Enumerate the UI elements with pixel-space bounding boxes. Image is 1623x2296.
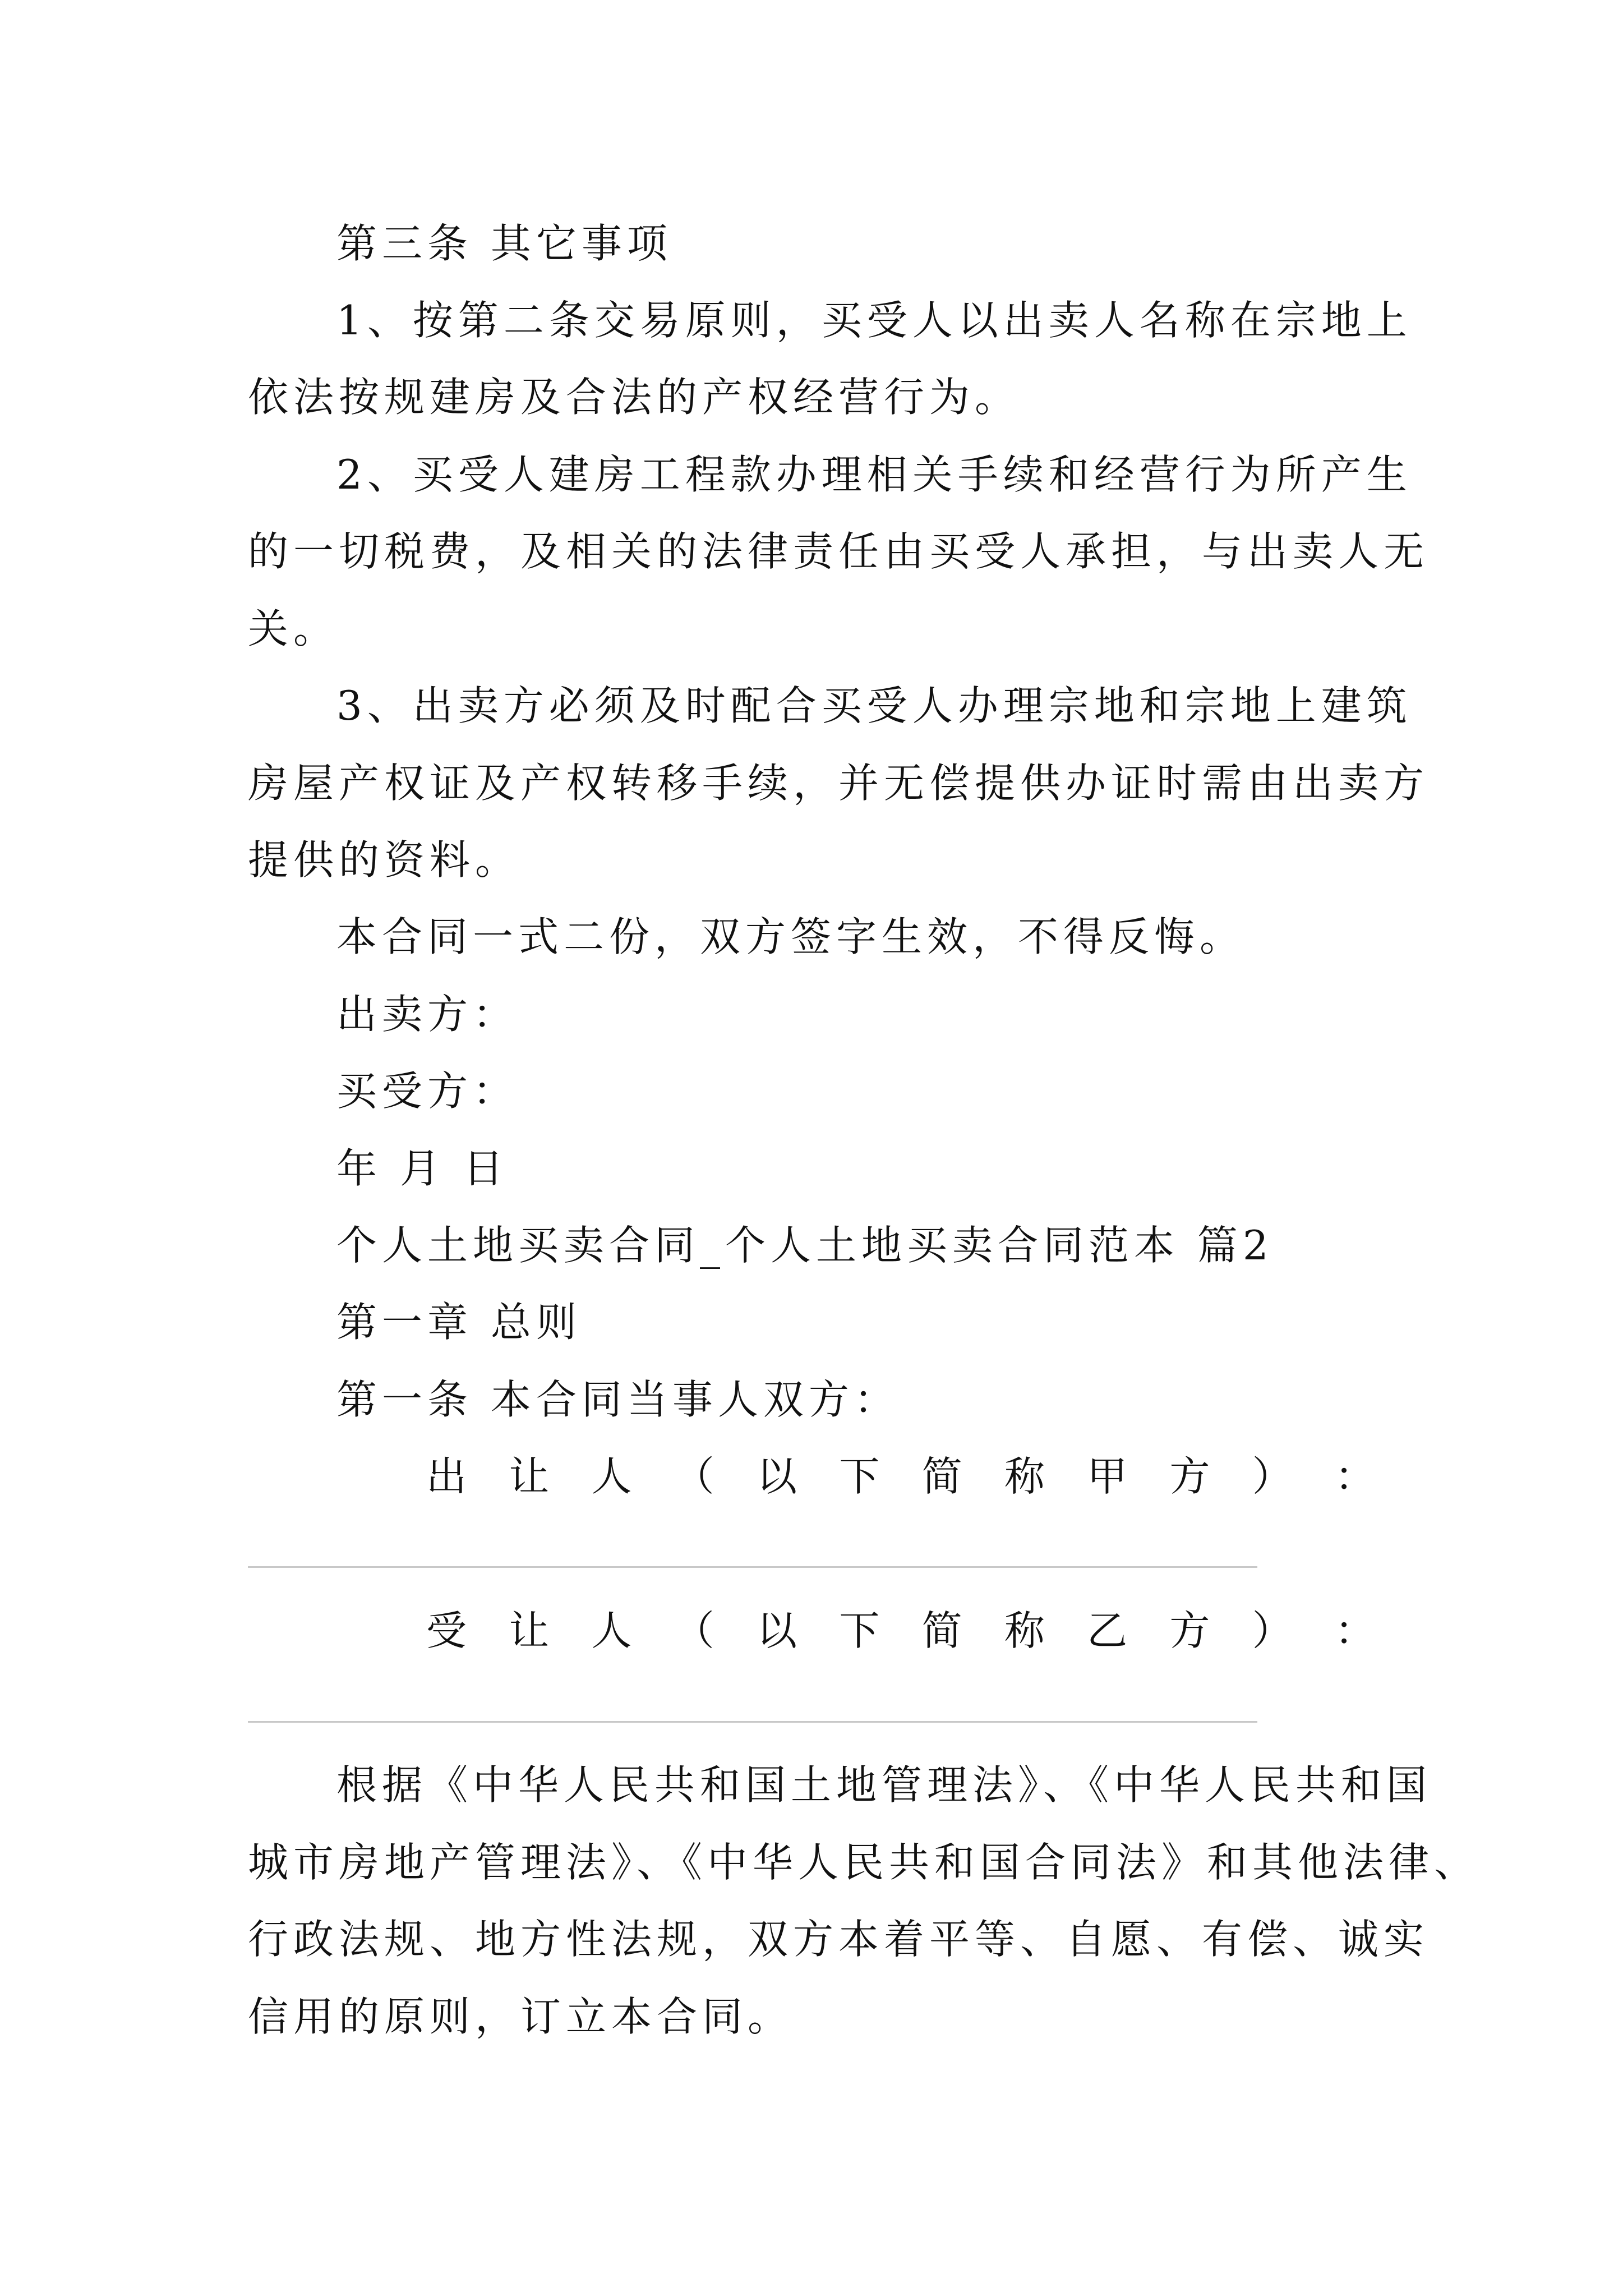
transferee-blank-line [248,1721,1257,1723]
paragraph-line: 行政法规、地方性法规，双方本着平等、自愿、有偿、诚实 [248,1916,1430,1963]
article-3-heading: 第三条 其它事项 [336,220,672,267]
paragraph-line: 3、出卖方必须及时配合买受人办理宗地和宗地上建筑 [336,682,1412,729]
transferor-blank-line [248,1566,1257,1568]
article-1-heading: 第一条 本合同当事人双方： [336,1376,900,1423]
buyer-signature-label: 买受方： [336,1068,519,1115]
paragraph-line: 信用的原则，订立本合同。 [248,1993,794,2040]
transferee-line: 受 让 人 （ 以 下 简 称 乙 方 ） ： [426,1607,1375,1654]
paragraph-line: 关。 [248,605,339,652]
chapter-1-heading: 第一章 总则 [336,1299,582,1346]
paragraph-line: 城市房地产管理法》、《中华人民共和国合同法》和其他法律、 [248,1839,1480,1886]
paragraph-line: 依法按规建房及合法的产权经营行为。 [248,374,1021,421]
paragraph-line: 2、买受人建房工程款办理相关手续和经营行为所产生 [336,451,1412,498]
date-label: 年 月 日 [336,1145,509,1192]
paragraph-line: 根据《中华人民共和国土地管理法》、《中华人民共和国 [336,1761,1432,1809]
paragraph-line: 房屋产权证及产权转移手续，并无偿提供办证时需由出卖方 [248,760,1430,807]
contract-copies-statement: 本合同一式二份，双方签字生效，不得反悔。 [336,913,1246,960]
section-title: 个人土地买卖合同_个人土地买卖合同范本 篇2 [336,1222,1274,1269]
paragraph-line: 的一切税费，及相关的法律责任由买受人承担，与出卖人无 [248,528,1430,575]
transferor-line: 出 让 人 （ 以 下 简 称 甲 方 ） ： [426,1453,1375,1500]
seller-signature-label: 出卖方： [336,991,519,1038]
paragraph-line: 1、按第二条交易原则，买受人以出卖人名称在宗地上 [336,297,1412,344]
paragraph-line: 提供的资料。 [248,836,521,884]
